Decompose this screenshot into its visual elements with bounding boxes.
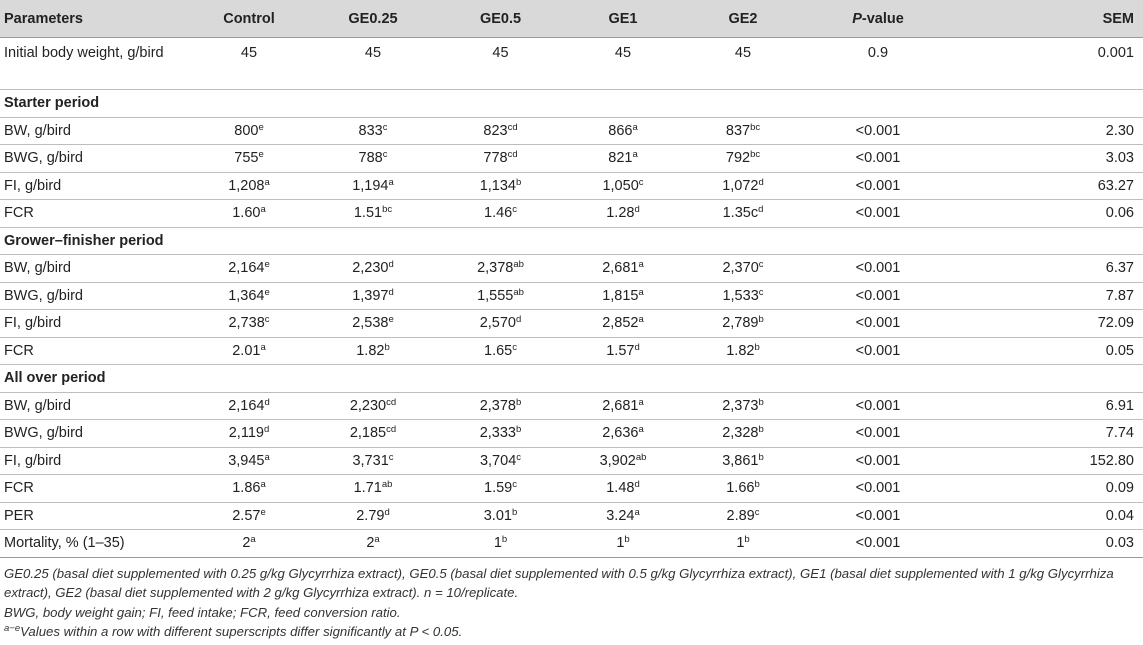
cell-superscript: a (388, 176, 394, 188)
cell-value (683, 530, 803, 558)
cell-value (190, 502, 308, 530)
table-row (0, 475, 1143, 503)
cell-superscript: e (258, 149, 264, 161)
cell-number: 1,050 (602, 177, 639, 194)
section-title: Grower–finisher period (0, 227, 1143, 255)
cell-superscript: d (758, 176, 764, 188)
cell-pvalue: <0.001 (803, 310, 953, 338)
cell-superscript: b (758, 451, 764, 463)
cell-number: 837 (725, 122, 751, 139)
cell-number: 1.65 (484, 342, 513, 359)
cell-superscript: a (638, 396, 644, 408)
cell-sem: 0.05 (953, 337, 1143, 365)
cell-sem: 0.09 (953, 475, 1143, 503)
cell-number: 1.46 (484, 205, 513, 222)
cell-number: 2,378 (479, 397, 516, 414)
cell-superscript: e (258, 121, 264, 133)
cell-number: 3,731 (352, 452, 389, 469)
cell-number: 2,373 (722, 397, 759, 414)
cell-number: 833 (358, 122, 383, 139)
cell-value (190, 392, 308, 420)
cell-pvalue: <0.001 (803, 337, 953, 365)
cell-superscript: d (384, 506, 390, 518)
cell-value (190, 447, 308, 475)
cell-value: 45 (190, 38, 308, 90)
cell-number: 2,119 (228, 425, 264, 442)
cell-superscript: c (388, 451, 394, 463)
cell-number: 3,945 (228, 452, 265, 469)
section-header-row (0, 90, 1143, 118)
footnote-superscript: a−e (4, 623, 21, 634)
cell-superscript: d (634, 204, 640, 216)
cell-value (683, 447, 803, 475)
cell-value (438, 145, 563, 173)
cell-superscript: c (758, 286, 764, 298)
cell-number: 823 (483, 122, 508, 139)
cell-sem: 6.91 (953, 392, 1143, 420)
cell-value (438, 255, 563, 283)
cell-value (190, 117, 308, 145)
cell-value (563, 282, 683, 310)
cell-number: 2,681 (602, 397, 639, 414)
cell-value (563, 337, 683, 365)
cell-number: 2,852 (602, 315, 639, 332)
cell-superscript: b (754, 341, 760, 353)
cell-superscript: a (260, 341, 266, 353)
cell-value (438, 310, 563, 338)
cell-superscript: d (758, 204, 764, 216)
cell-number: 2,328 (722, 425, 759, 442)
cell-value (438, 447, 563, 475)
cell-value (438, 475, 563, 503)
cell-value (308, 200, 438, 228)
cell-number: 1,364 (228, 287, 265, 304)
footnote-abbreviations-measures: BWG, body weight gain; FI, feed intake; FCR, feed conversion ratio. (4, 604, 401, 620)
cell-value (438, 392, 563, 420)
cell-superscript: b (758, 314, 764, 326)
cell-superscript: a (638, 314, 644, 326)
row-label: FCR (0, 475, 190, 503)
cell-superscript: cd (386, 396, 397, 408)
cell-number: 1 (736, 535, 745, 552)
cell-superscript: a (260, 479, 266, 491)
header-sem: SEM (953, 0, 1143, 38)
cell-pvalue: <0.001 (803, 420, 953, 448)
cell-value (190, 145, 308, 173)
cell-number: 1.57 (606, 342, 635, 359)
cell-number: 2,789 (722, 315, 759, 332)
cell-number: 2,333 (479, 425, 516, 442)
cell-pvalue: <0.001 (803, 282, 953, 310)
row-label: BW, g/bird (0, 117, 190, 145)
cell-sem: 0.06 (953, 200, 1143, 228)
cell-value (438, 420, 563, 448)
table-row (0, 420, 1143, 448)
cell-superscript: c (512, 479, 517, 491)
cell-value: 45 (563, 38, 683, 90)
table-row (0, 172, 1143, 200)
cell-superscript: a (260, 204, 266, 216)
cell-number: 1,194 (352, 177, 389, 194)
cell-value (563, 255, 683, 283)
cell-pvalue: <0.001 (803, 530, 953, 558)
cell-pvalue: <0.001 (803, 172, 953, 200)
cell-value (683, 310, 803, 338)
cell-value (308, 117, 438, 145)
cell-sem: 2.30 (953, 117, 1143, 145)
cell-number: 1,134 (479, 177, 516, 194)
cell-superscript: d (388, 259, 394, 271)
footnote-significance-text: Values within a row with different superscripts differ significantly at P < 0.05. (20, 624, 463, 639)
row-label: Mortality, % (1–35) (0, 530, 190, 558)
cell-number: 778 (483, 150, 508, 167)
cell-number: 2,164 (228, 397, 265, 414)
row-label: BWG, g/bird (0, 282, 190, 310)
table-row (0, 282, 1143, 310)
cell-number: 2.01 (232, 342, 261, 359)
cell-superscript: b (516, 424, 522, 436)
cell-value (683, 145, 803, 173)
cell-value (438, 282, 563, 310)
cell-superscript: c (754, 506, 760, 518)
cell-superscript: e (264, 259, 270, 271)
cell-superscript: cd (386, 424, 397, 436)
header-ge1: GE1 (563, 0, 683, 38)
cell-superscript: bc (750, 121, 761, 133)
row-label: BWG, g/bird (0, 420, 190, 448)
cell-value (563, 117, 683, 145)
cell-sem: 0.001 (953, 38, 1143, 90)
cell-value (683, 255, 803, 283)
cell-pvalue: <0.001 (803, 117, 953, 145)
cell-pvalue: <0.001 (803, 392, 953, 420)
cell-value (563, 392, 683, 420)
cell-superscript: a (632, 149, 638, 161)
table-footnotes (0, 558, 1143, 642)
cell-value (683, 337, 803, 365)
row-label: PER (0, 502, 190, 530)
cell-number: 1.82 (726, 342, 755, 359)
cell-value (683, 200, 803, 228)
cell-sem: 0.04 (953, 502, 1143, 530)
cell-pvalue: <0.001 (803, 447, 953, 475)
cell-sem: 72.09 (953, 310, 1143, 338)
cell-sem: 7.87 (953, 282, 1143, 310)
cell-value (563, 475, 683, 503)
cell-superscript: e (260, 506, 266, 518)
cell-superscript: e (264, 286, 270, 298)
header-parameters: Parameters (0, 0, 190, 38)
cell-pvalue: <0.001 (803, 475, 953, 503)
cell-value (190, 255, 308, 283)
cell-value (308, 447, 438, 475)
section-title: All over period (0, 365, 1143, 393)
cell-number: 3,704 (479, 452, 517, 469)
cell-value (563, 530, 683, 558)
cell-number: 1,397 (352, 287, 389, 304)
table-row-initial-weight (0, 38, 1143, 90)
cell-superscript: bc (382, 204, 393, 216)
cell-superscript: a (634, 506, 640, 518)
table-row (0, 200, 1143, 228)
cell-number: 1.82 (356, 342, 385, 359)
cell-number: 1.86 (232, 480, 261, 497)
table-row (0, 337, 1143, 365)
cell-superscript: b (501, 534, 508, 546)
cell-number: 2,164 (228, 260, 265, 277)
cell-superscript: a (638, 424, 644, 436)
cell-value (308, 475, 438, 503)
cell-number: 2 (366, 535, 375, 552)
cell-superscript: a (638, 259, 644, 271)
cell-superscript: c (382, 149, 388, 161)
cell-number: 2,570 (479, 315, 516, 332)
cell-value (683, 117, 803, 145)
cell-superscript: ab (381, 479, 393, 491)
cell-number: 2.57 (232, 507, 261, 524)
row-label: FI, g/bird (0, 172, 190, 200)
table-row (0, 502, 1143, 530)
table-row (0, 447, 1143, 475)
cell-superscript: b (511, 506, 518, 518)
table-row (0, 145, 1143, 173)
cell-value (190, 530, 308, 558)
cell-number: 2 (242, 535, 251, 552)
header-control: Control (190, 0, 308, 38)
cell-sem: 7.74 (953, 420, 1143, 448)
cell-sem: 3.03 (953, 145, 1143, 173)
table-row (0, 255, 1143, 283)
cell-value: 45 (438, 38, 563, 90)
cell-superscript: e (388, 314, 394, 326)
cell-superscript: b (744, 534, 750, 546)
cell-value (438, 530, 563, 558)
cell-value (308, 282, 438, 310)
cell-number: 1 (616, 535, 625, 552)
cell-superscript: b (384, 341, 390, 353)
cell-number: 1.66 (726, 480, 755, 497)
cell-value (683, 392, 803, 420)
cell-superscript: bc (750, 149, 761, 161)
cell-superscript: b (758, 424, 764, 436)
cell-value (308, 502, 438, 530)
cell-number: 1.60 (232, 205, 261, 222)
cell-superscript: b (516, 396, 522, 408)
cell-number: 3.24 (606, 507, 635, 524)
cell-number: 788 (358, 150, 383, 167)
cell-value (563, 420, 683, 448)
cell-superscript: d (634, 479, 640, 491)
header-ge05: GE0.5 (438, 0, 563, 38)
header-pvalue-italic: P (852, 10, 862, 27)
table-row (0, 117, 1143, 145)
table-row (0, 392, 1143, 420)
table-header-row (0, 0, 1143, 38)
cell-value (190, 337, 308, 365)
cell-number: 1.71 (353, 480, 382, 497)
cell-superscript: c (512, 204, 517, 216)
cell-value (190, 282, 308, 310)
cell-sem: 6.37 (953, 255, 1143, 283)
cell-superscript: a (264, 451, 270, 463)
cell-superscript: b (758, 396, 764, 408)
row-label: Initial body weight, g/bird (0, 38, 190, 90)
cell-number: 1 (493, 535, 502, 552)
cell-value (683, 282, 803, 310)
cell-superscript: c (382, 121, 388, 133)
cell-number: 2,378 (477, 260, 514, 277)
header-pvalue (803, 0, 953, 38)
cell-value: 45 (308, 38, 438, 90)
cell-superscript: ab (635, 451, 647, 463)
cell-superscript: b (754, 479, 760, 491)
cell-sem: 63.27 (953, 172, 1143, 200)
cell-value (563, 502, 683, 530)
cell-value (308, 530, 438, 558)
cell-value (438, 502, 563, 530)
header-ge025: GE0.25 (308, 0, 438, 38)
cell-value (308, 337, 438, 365)
cell-value (438, 172, 563, 200)
cell-number: 3,902 (599, 452, 636, 469)
cell-superscript: c (264, 314, 270, 326)
cell-superscript: d (516, 314, 522, 326)
table-row (0, 310, 1143, 338)
cell-superscript: a (264, 176, 270, 188)
cell-number: 1.35c (722, 205, 759, 222)
cell-sem: 152.80 (953, 447, 1143, 475)
cell-value (190, 172, 308, 200)
cell-number: 2,230 (352, 260, 389, 277)
cell-superscript: ab (513, 286, 524, 298)
cell-number: 2,370 (722, 260, 759, 277)
row-label: FCR (0, 200, 190, 228)
cell-value (438, 200, 563, 228)
cell-superscript: a (374, 534, 380, 546)
cell-value (190, 310, 308, 338)
row-label: BWG, g/bird (0, 145, 190, 173)
cell-value (438, 337, 563, 365)
cell-value (563, 447, 683, 475)
cell-superscript: b (516, 176, 522, 188)
cell-value (308, 420, 438, 448)
cell-value (563, 200, 683, 228)
cell-number: 1,208 (228, 177, 265, 194)
cell-number: 1,533 (722, 287, 759, 304)
cell-number: 755 (234, 150, 259, 167)
cell-number: 2.79 (356, 507, 385, 524)
cell-superscript: a (250, 534, 256, 546)
cell-number: 2.89 (726, 507, 755, 524)
cell-value (683, 475, 803, 503)
footnote-abbreviations-groups: GE0.25 (basal diet supplemented with 0.25 g/kg Glycyrrhiza extract), GE0.5 (basal diet supplemented with 0.5 g/kg Glycyrrhiza extract), GE1 (basal diet supplemented with 1 g/kg Glycyrrhiza extract), GE2 (basal diet supplemented with 2 g/kg Glycyrrhiza extract). n = 10/replicate. (4, 565, 1114, 600)
cell-value (563, 145, 683, 173)
cell-sem: 0.03 (953, 530, 1143, 558)
cell-value (308, 310, 438, 338)
cell-pvalue: <0.001 (803, 502, 953, 530)
cell-number: 2,185 (349, 425, 387, 442)
cell-number: 1.28 (606, 205, 635, 222)
header-ge2: GE2 (683, 0, 803, 38)
cell-value (683, 502, 803, 530)
cell-value (190, 475, 308, 503)
cell-number: 800 (234, 122, 259, 139)
cell-value (683, 172, 803, 200)
cell-value (308, 172, 438, 200)
cell-number: 2,681 (602, 260, 639, 277)
cell-value (190, 200, 308, 228)
cell-value (563, 310, 683, 338)
row-label: FI, g/bird (0, 310, 190, 338)
cell-superscript: d (263, 424, 270, 436)
cell-number: 1,555 (477, 287, 514, 304)
cell-value (308, 392, 438, 420)
cell-number: 1.48 (606, 480, 635, 497)
cell-number: 3,861 (722, 452, 759, 469)
section-header-row (0, 227, 1143, 255)
table-row (0, 530, 1143, 558)
cell-superscript: d (634, 341, 640, 353)
cell-number: 2,538 (352, 315, 389, 332)
cell-pvalue: 0.9 (803, 38, 953, 90)
cell-superscript: c (516, 451, 522, 463)
cell-value: 45 (683, 38, 803, 90)
row-label: FCR (0, 337, 190, 365)
footnote-significance (4, 622, 1139, 642)
cell-number: 821 (608, 150, 633, 167)
row-label: BW, g/bird (0, 255, 190, 283)
cell-value (308, 255, 438, 283)
cell-superscript: b (624, 534, 630, 546)
cell-pvalue: <0.001 (803, 255, 953, 283)
cell-superscript: c (512, 341, 517, 353)
cell-superscript: d (264, 396, 270, 408)
cell-number: 1,072 (722, 177, 759, 194)
cell-pvalue: <0.001 (803, 200, 953, 228)
cell-superscript: c (638, 176, 644, 188)
cell-superscript: cd (507, 121, 518, 133)
cell-value (563, 172, 683, 200)
cell-number: 1,815 (602, 287, 639, 304)
cell-value (190, 420, 308, 448)
cell-value (308, 145, 438, 173)
cell-number: 2,738 (228, 315, 265, 332)
section-header-row (0, 365, 1143, 393)
cell-value (438, 117, 563, 145)
cell-number: 3.01 (483, 507, 512, 524)
cell-superscript: ab (513, 259, 524, 271)
cell-number: 792 (725, 150, 751, 167)
cell-number: 2,230 (349, 397, 387, 414)
cell-superscript: a (638, 286, 644, 298)
cell-number: 2,636 (602, 425, 639, 442)
row-label: FI, g/bird (0, 447, 190, 475)
cell-number: 1.51 (353, 205, 383, 222)
cell-pvalue: <0.001 (803, 145, 953, 173)
cell-number: 866 (608, 122, 633, 139)
row-label: BW, g/bird (0, 392, 190, 420)
cell-superscript: cd (507, 149, 518, 161)
cell-superscript: d (388, 286, 394, 298)
header-pvalue-rest: -value (861, 10, 904, 27)
cell-superscript: c (758, 259, 764, 271)
section-title: Starter period (0, 90, 1143, 118)
cell-value (683, 420, 803, 448)
cell-superscript: a (632, 121, 638, 133)
cell-number: 1.59 (484, 480, 513, 497)
